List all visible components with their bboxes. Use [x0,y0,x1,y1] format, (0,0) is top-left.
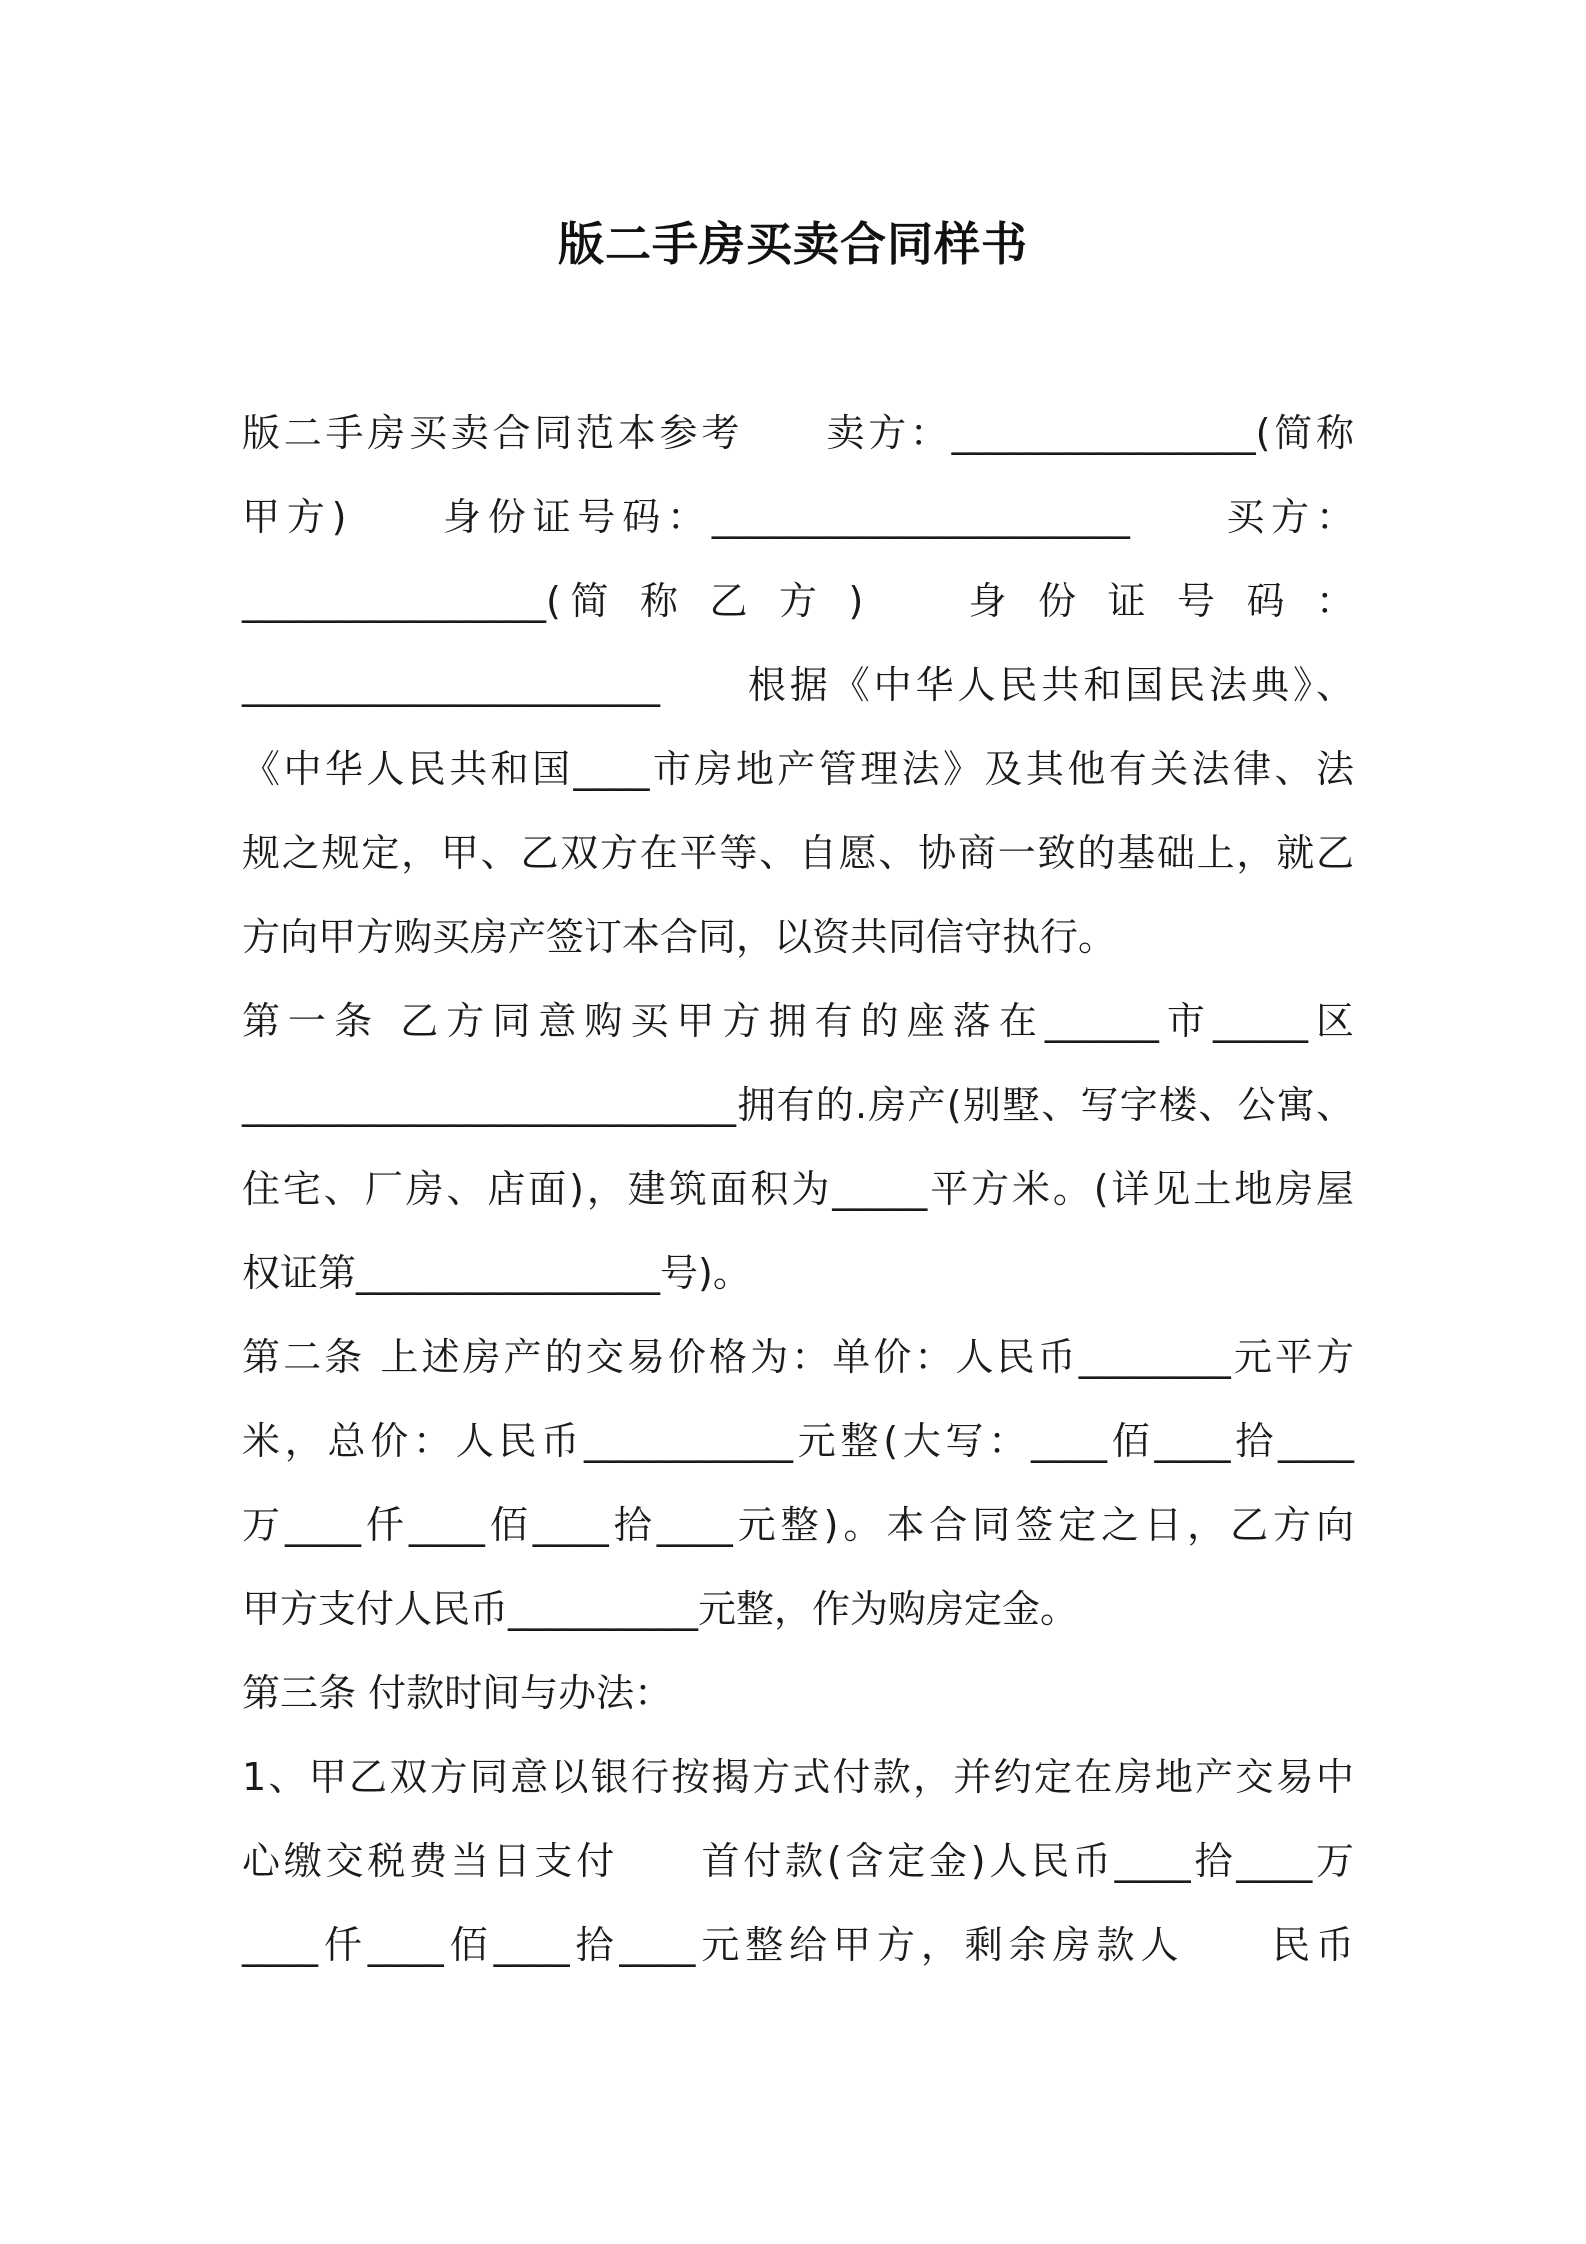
clause-3-line: 第三条 付款时间与办法： [242,1671,673,1715]
document-title: 版二手房买卖合同样书 [558,217,1028,271]
paragraph-line: 规之规定，甲、乙双方在平等、自愿、协商一致的基础上，就乙 [242,831,1354,875]
paragraph-line: 甲方) 身份证号码：______________________ 买方： [242,495,1354,539]
paragraph-line: 1、甲乙双方同意以银行按揭方式付款，并约定在房地产交易中 [242,1755,1354,1799]
paragraph-line: 版二手房买卖合同范本参考 卖方：________________(简称 [242,411,1354,455]
paragraph-line: 方向甲方购买房产签订本合同，以资共同信守执行。 [242,915,1117,959]
paragraph-line: 权证第________________号)。 [242,1251,751,1295]
paragraph-line: 万____仟____佰____拾____元整)。本合同签定之日，乙方向 [242,1503,1354,1547]
paragraph-line: 住宅、厂房、店面)，建筑面积为_____平方米。(详见土地房屋 [242,1167,1354,1211]
clause-2-line: 第二条 上述房产的交易价格为：单价：人民币________元平方 [242,1335,1354,1379]
paragraph-line: ______________________ 根据《中华人民共和国民法典》、 [242,663,1354,707]
paragraph-line: 甲方支付人民币__________元整，作为购房定金。 [242,1587,1079,1631]
paragraph-line: __________________________拥有的.房产(别墅、写字楼、公寓、 [242,1083,1354,1127]
paragraph-line: 心缴交税费当日支付 首付款(含定金)人民币____拾____万 [242,1839,1354,1883]
paragraph-line: 米，总价：人民币___________元整(大写：____佰____拾____ [242,1419,1354,1463]
paragraph-line: 《中华人民共和国____市房地产管理法》及其他有关法律、法 [242,747,1354,791]
paragraph-line: ________________(简 称 乙 方 ) 身 份 证 号 码 ： [242,579,1354,623]
paragraph-line: ____仟____佰____拾____元整给甲方，剩余房款人 民币 [242,1923,1354,1967]
clause-1-line: 第一条 乙方同意购买甲方拥有的座落在______市_____区 [242,999,1354,1043]
